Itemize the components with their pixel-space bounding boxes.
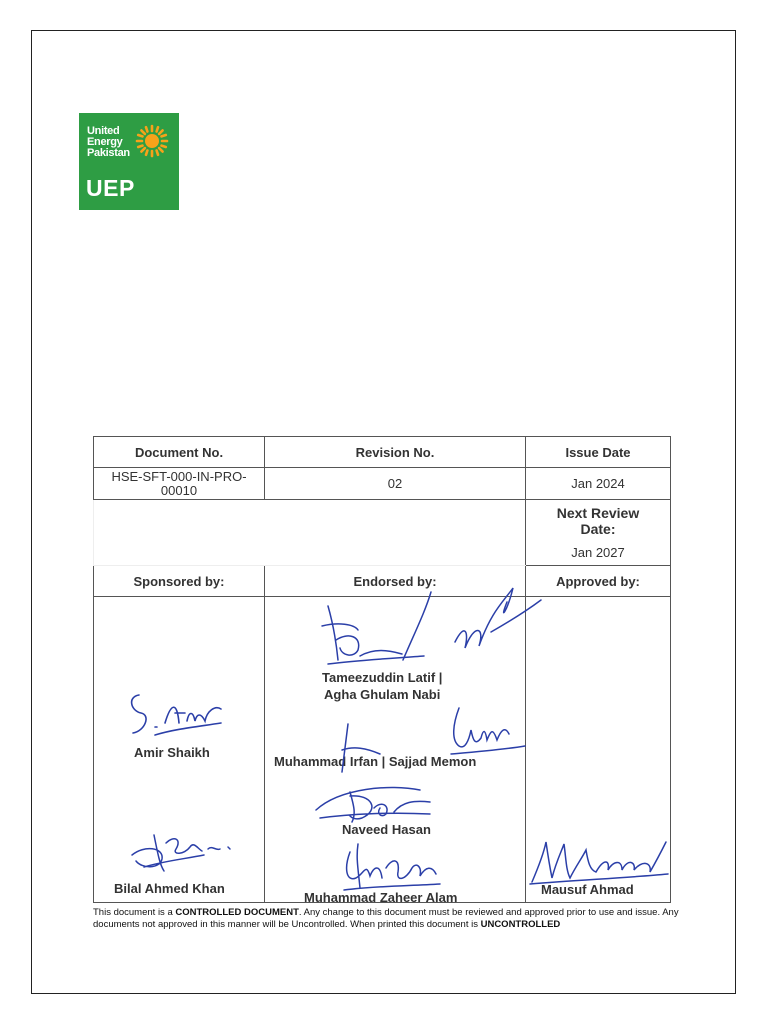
- signature-mausuf-ahmad: [526, 838, 672, 888]
- issue-date-header: Issue Date: [526, 437, 671, 468]
- sponsored-by-header: Sponsored by:: [94, 566, 265, 597]
- signature-bilal-ahmed-khan: [124, 825, 244, 880]
- endorser-name-4: Muhammad Zaheer Alam: [304, 890, 458, 905]
- endorser-name-3: Naveed Hasan: [342, 822, 431, 837]
- signature-amir-shaikh: [125, 683, 225, 743]
- controlled-document-notice: This document is a CONTROLLED DOCUMENT. Any change to this document must be reviewed and approved prior to use and issue. Any documents not approved in this manner will be Uncontrolled. When printed this document is UNCONTROLLED: [93, 907, 679, 930]
- revision-no-value: 02: [265, 468, 526, 500]
- signature-sajjad-memon: [445, 700, 530, 760]
- signature-agha-ghulam-nabi: [395, 572, 545, 672]
- logo-abbreviation: UEP: [86, 175, 135, 201]
- sponsor-name-1: Amir Shaikh: [134, 745, 210, 760]
- next-review-cell: [526, 500, 671, 566]
- endorser-name-1: Tameezuddin Latif | Agha Ghulam Nabi: [322, 670, 443, 702]
- approver-name: Mausuf Ahmad: [541, 882, 634, 897]
- approved-by-header: Approved by:: [526, 566, 671, 597]
- next-review-date: Jan 2027: [571, 545, 625, 560]
- endorser-name-2: Muhammad Irfan | Sajjad Memon: [274, 754, 477, 769]
- document-no-header: Document No.: [94, 437, 265, 468]
- signature-muhammad-irfan: [330, 720, 390, 775]
- blank-cell: [94, 500, 526, 566]
- sponsor-name-2: Bilal Ahmed Khan: [114, 881, 225, 896]
- issue-date-value: Jan 2024: [526, 468, 671, 500]
- next-review-label: Next Review Date:: [556, 505, 640, 537]
- logo-company-name: United Energy Pakistan: [87, 125, 130, 159]
- signature-muhammad-zaheer-alam: [336, 838, 446, 898]
- revision-no-header: Revision No.: [265, 437, 526, 468]
- signature-naveed-hasan: [310, 778, 450, 828]
- sun-icon: [135, 124, 169, 158]
- endorsed-by-header: Endorsed by:: [265, 566, 526, 597]
- document-no-value: HSE-SFT-000-IN-PRO- 00010: [94, 468, 265, 500]
- uep-logo: [79, 113, 179, 210]
